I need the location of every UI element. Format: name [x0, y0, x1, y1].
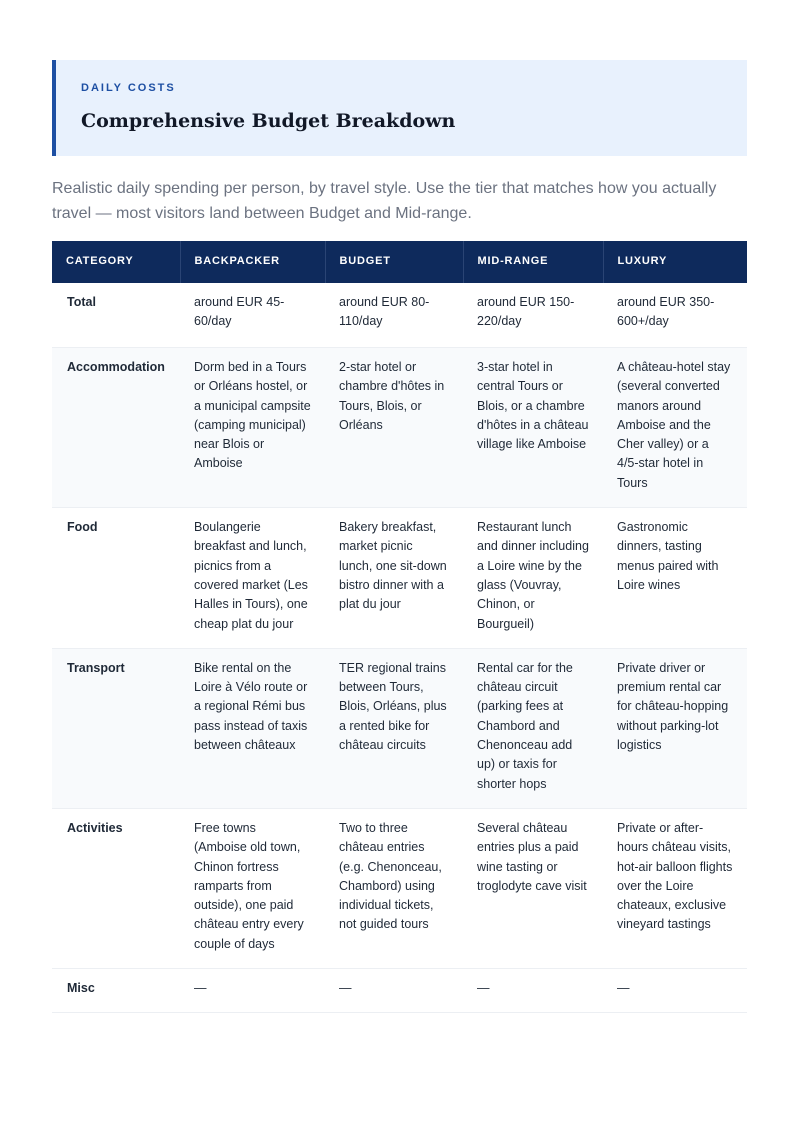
cell-backpacker: —: [180, 969, 325, 1013]
cell-luxury: —: [603, 969, 747, 1013]
cell-budget: 2-star hotel or chambre d'hôtes in Tours, Blois, or Orléans: [325, 348, 463, 508]
cell-luxury: A château-hotel stay (several converted manors around Amboise and the Cher valley) or a 4/5-star hotel in Tours: [603, 348, 747, 508]
column-header-luxury: LUXURY: [603, 241, 747, 283]
cell-budget: Bakery breakfast, market picnic lunch, one sit-down bistro dinner with a plat du jour: [325, 508, 463, 649]
column-header-midrange: MID-RANGE: [463, 241, 603, 283]
row-category: Accommodation: [52, 348, 180, 508]
row-category: Food: [52, 508, 180, 649]
cell-midrange: around EUR 150-220/day: [463, 283, 603, 348]
cell-budget: —: [325, 969, 463, 1013]
table-row-accommodation: [52, 348, 747, 508]
cell-midrange: Several château entries plus a paid wine tasting or troglodyte cave visit: [463, 808, 603, 968]
intro-paragraph: Realistic daily spending per person, by travel style. Use the tier that matches how you actually travel — most visitors land between Budget and Mid-range.: [52, 180, 717, 222]
column-header-backpacker: BACKPACKER: [180, 241, 325, 283]
budget-table: [52, 241, 747, 1013]
cell-luxury: Gastronomic dinners, tasting menus paired with Loire wines: [603, 508, 747, 649]
cell-luxury: Private or after-hours château visits, hot-air balloon flights over the Loire chateaux, exclusive vineyard tastings: [603, 808, 747, 968]
cell-budget: Two to three château entries (e.g. Chenonceau, Chambord) using individual tickets, not guided tours: [325, 808, 463, 968]
column-header-budget: BUDGET: [325, 241, 463, 283]
section-eyebrow: DAILY COSTS: [81, 82, 176, 94]
cell-midrange: —: [463, 969, 603, 1013]
table-row-total: [52, 283, 747, 348]
cell-luxury: Private driver or premium rental car for château-hopping without parking-lot logistics: [603, 648, 747, 808]
cell-midrange: Restaurant lunch and dinner including a Loire wine by the glass (Vouvray, Chinon, or Bourgueil): [463, 508, 603, 649]
cell-midrange: 3-star hotel in central Tours or Blois, or a chambre d'hôtes in a château village like Amboise: [463, 348, 603, 508]
table-row-activities: [52, 808, 747, 968]
cell-luxury: around EUR 350-600+/day: [603, 283, 747, 348]
table-row-transport: [52, 648, 747, 808]
cell-backpacker: Dorm bed in a Tours or Orléans hostel, or a municipal campsite (camping municipal) near Blois or Amboise: [180, 348, 325, 508]
page-title: Comprehensive Budget Breakdown: [81, 110, 456, 132]
cell-backpacker: Bike rental on the Loire à Vélo route or a regional Rémi bus pass instead of taxis between châteaux: [180, 648, 325, 808]
column-header-category: CATEGORY: [52, 241, 180, 283]
table-row-misc: [52, 969, 747, 1013]
row-category: Misc: [52, 969, 180, 1013]
row-category: Transport: [52, 648, 180, 808]
cell-budget: around EUR 80-110/day: [325, 283, 463, 348]
cell-backpacker: around EUR 45-60/day: [180, 283, 325, 348]
row-category: Total: [52, 283, 180, 348]
table-row-food: [52, 508, 747, 649]
section-header: [52, 60, 747, 156]
cell-backpacker: Free towns (Amboise old town, Chinon fortress ramparts from outside), one paid château entry every couple of days: [180, 808, 325, 968]
cell-backpacker: Boulangerie breakfast and lunch, picnics from a covered market (Les Halles in Tours), one cheap plat du jour: [180, 508, 325, 649]
cell-budget: TER regional trains between Tours, Blois, Orléans, plus a rented bike for château circuits: [325, 648, 463, 808]
cell-midrange: Rental car for the château circuit (parking fees at Chambord and Chenonceau add up) or taxis for shorter hops: [463, 648, 603, 808]
row-category: Activities: [52, 808, 180, 968]
table-header-row: [52, 241, 747, 283]
